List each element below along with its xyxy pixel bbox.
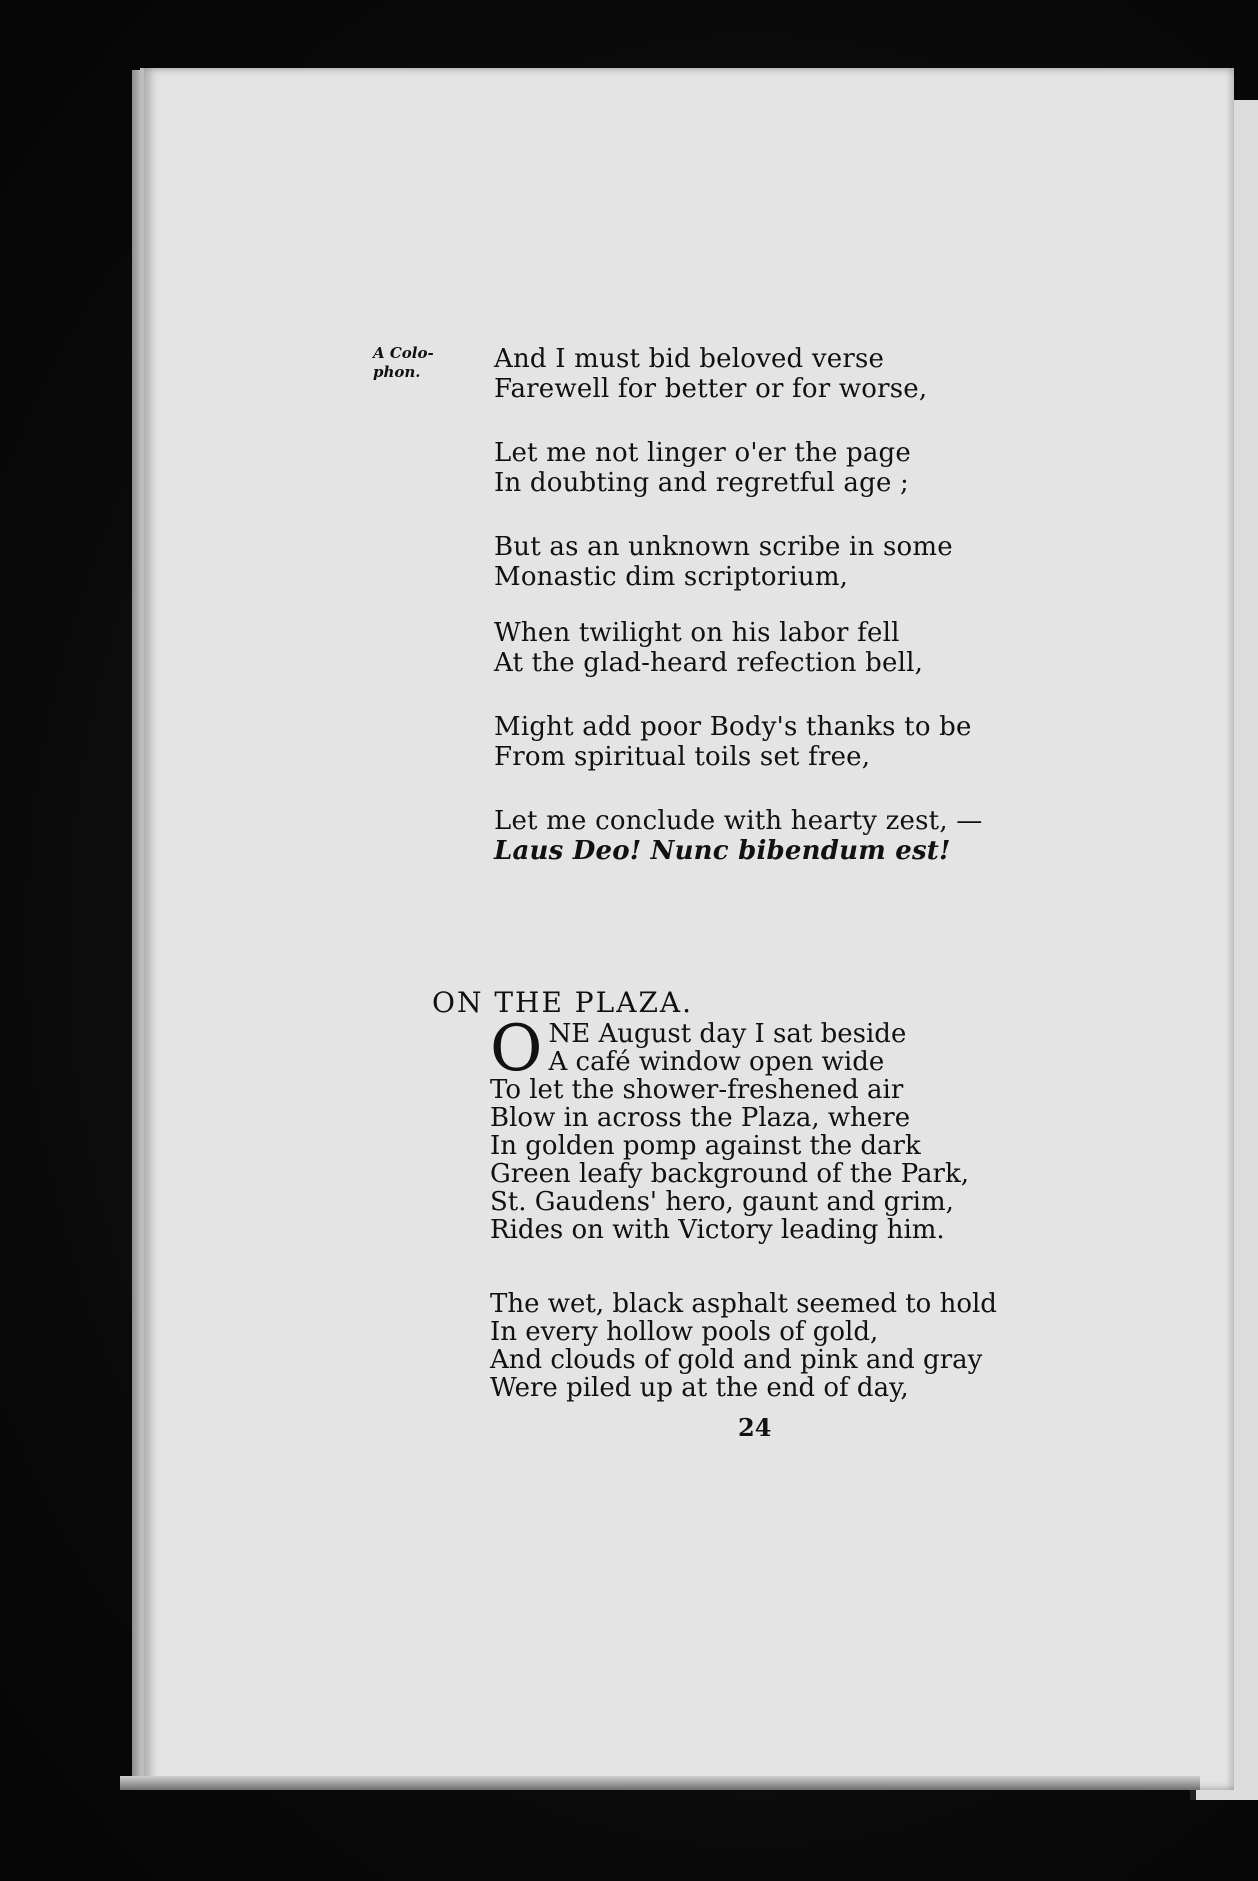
- verse-line: Farewell for better or for worse,: [494, 374, 928, 404]
- verse-line: Blow in across the Plaza, where: [490, 1103, 911, 1133]
- verse-line: Monastic dim scriptorium,: [494, 562, 849, 592]
- plaza-stanza-2: [490, 1290, 997, 1402]
- colophon-stanza-3: [494, 532, 953, 592]
- plaza-stanza-1: [490, 1012, 970, 1245]
- verse-line: In doubting and regretful age ;: [494, 468, 909, 498]
- verse-line: In every hollow pools of gold,: [490, 1317, 879, 1347]
- verse-line: At the glad-heard refection bell,: [494, 648, 924, 678]
- book-page: [140, 68, 1234, 1790]
- colophon-stanza-6: [494, 806, 982, 866]
- verse-line: And clouds of gold and pink and gray: [490, 1345, 983, 1375]
- sidenote-line-1: A Colo-: [373, 344, 434, 362]
- verse-line: A café window open wide: [548, 1047, 885, 1077]
- colophon-stanza-4: [494, 618, 923, 678]
- verse-line: To let the shower-freshened air: [490, 1075, 904, 1105]
- verse-line: Green leafy background of the Park,: [490, 1159, 970, 1189]
- verse-line: NE August day I sat beside: [548, 1019, 907, 1049]
- verse-line: In golden pomp against the dark: [490, 1131, 921, 1161]
- margin-sidenote: [373, 344, 465, 382]
- colophon-stanza-1: [494, 344, 927, 404]
- poem-title: ON THE PLAZA.: [432, 986, 694, 1019]
- sidenote-line-2: phon.: [373, 363, 421, 381]
- page-number: 24: [738, 1413, 772, 1442]
- verse-line: St. Gaudens' hero, gaunt and grim,: [490, 1187, 954, 1217]
- verse-line: From spiritual toils set free,: [494, 742, 871, 772]
- drop-cap: O: [490, 1012, 543, 1086]
- page-bottom-edge: [120, 1776, 1200, 1790]
- verse-line: Rides on with Victory leading him.: [490, 1215, 945, 1245]
- verse-line-latin: Laus Deo! Nunc bibendum est!: [494, 836, 951, 866]
- verse-line: Might add poor Body's thanks to be: [494, 712, 972, 742]
- colophon-stanza-2: [494, 438, 911, 498]
- verse-line: When twilight on his labor fell: [494, 618, 900, 648]
- verse-line: And I must bid beloved verse: [494, 344, 885, 374]
- verse-line: The wet, black asphalt seemed to hold: [490, 1289, 997, 1319]
- verse-line: But as an unknown scribe in some: [494, 532, 953, 562]
- verse-line: Let me not linger o'er the page: [494, 438, 911, 468]
- colophon-stanza-5: [494, 712, 972, 772]
- verse-line: Were piled up at the end of day,: [490, 1373, 909, 1403]
- verse-line: Let me conclude with hearty zest, —: [494, 806, 983, 836]
